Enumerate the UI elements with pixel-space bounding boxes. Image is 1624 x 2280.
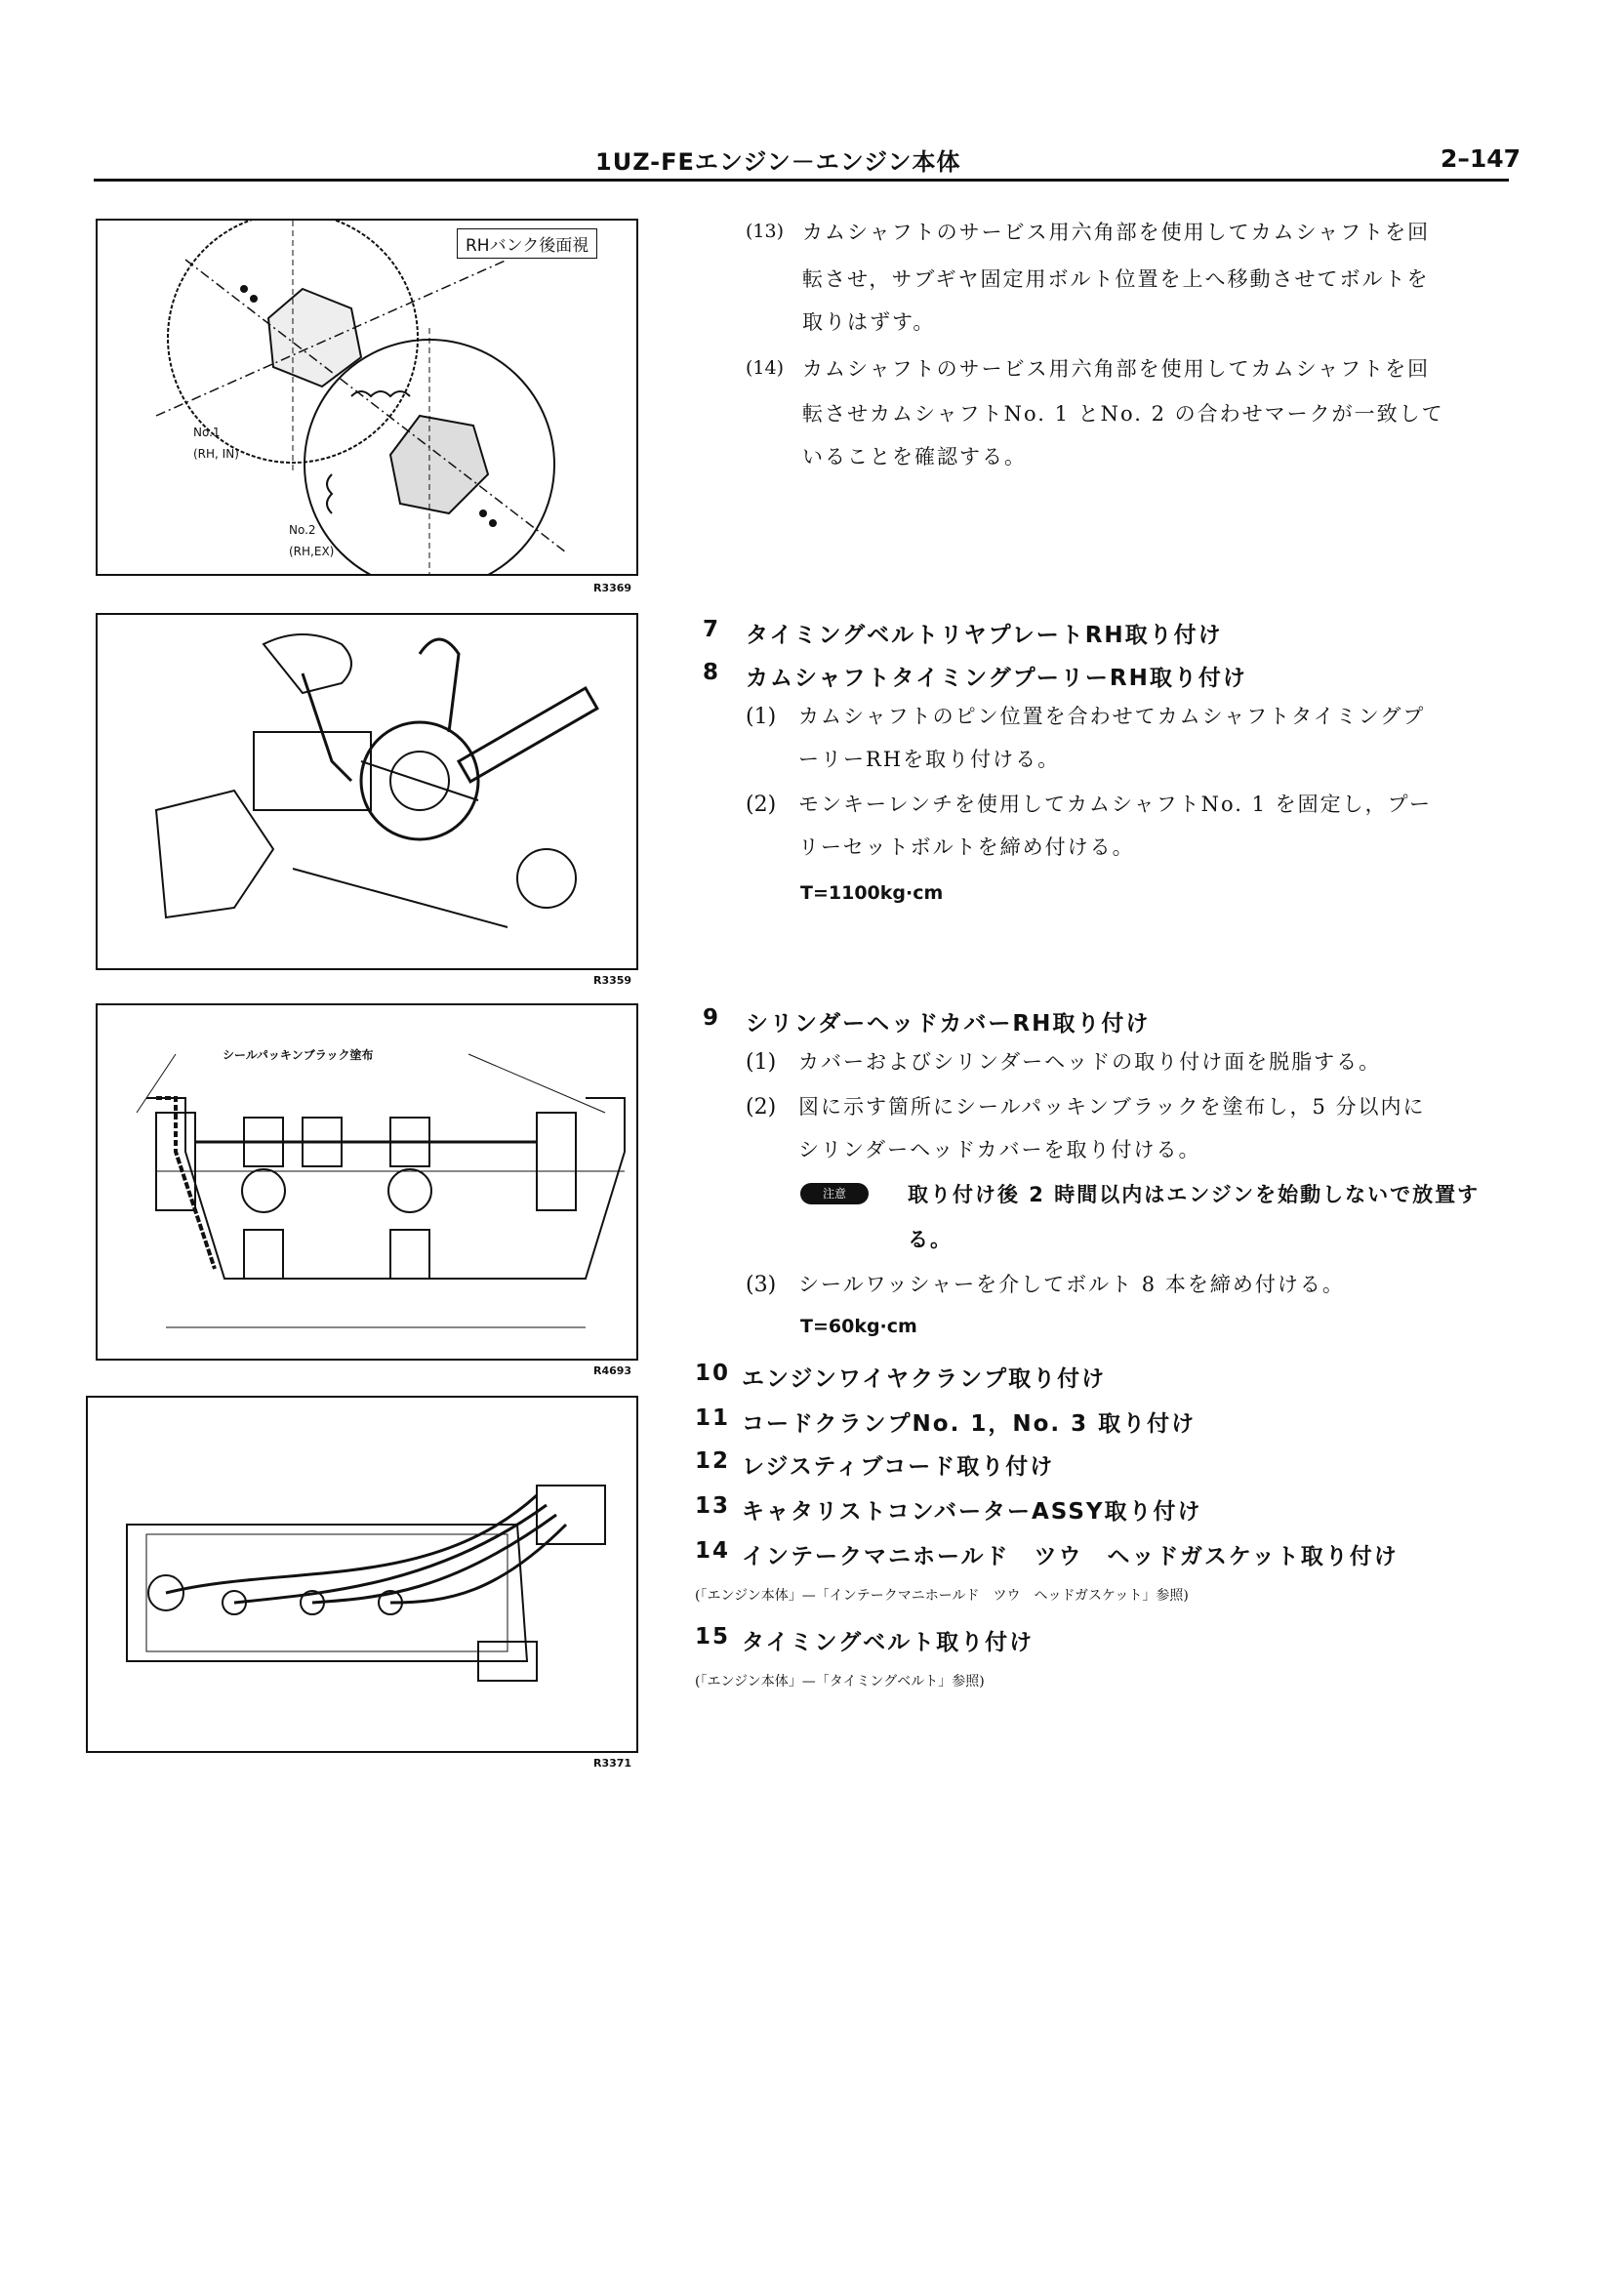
warning-badge: 注意	[800, 1183, 869, 1204]
step-13-line: 転させ，サブギヤ固定用ボルト位置を上へ移動させてボルトを	[802, 267, 1430, 291]
sec8-item1-line: カムシャフトのピン位置を合わせてカムシャフトタイミングプ	[798, 705, 1426, 728]
section-8-num: 8	[703, 660, 721, 685]
figure-pulley-install	[96, 613, 638, 970]
figure-code: R3369	[593, 582, 632, 594]
sec9-item2-line: シリンダーヘッドカバーを取り付ける。	[798, 1138, 1201, 1161]
sec9-item2-num: (2)	[746, 1095, 777, 1120]
seal-label: シールパッキンブラック塗布	[223, 1048, 374, 1062]
section-13-title: キャタリストコンバーターASSY取り付け	[742, 1499, 1202, 1525]
figure-plug-cords	[86, 1396, 638, 1753]
plug-cords-illustration	[88, 1398, 636, 1751]
label-no2: No.2	[289, 523, 316, 537]
figure-caption: RHバンク後面視	[457, 228, 597, 259]
section-11-num: 11	[695, 1405, 731, 1431]
section-14-ref: (「エンジン本体」—「インテークマニホールド ツウ ヘッドガスケット」参照)	[695, 1588, 1189, 1604]
section-15-ref: (「エンジン本体」—「タイミングベルト」参照)	[695, 1674, 985, 1690]
figure-code: R3371	[593, 1757, 632, 1770]
sec8-item2-num: (2)	[746, 793, 777, 817]
section-15-title: タイミングベルト取り付け	[742, 1630, 1035, 1655]
figure-code: R4693	[593, 1364, 632, 1377]
sec8-item1-line: ーリーRHを取り付ける。	[798, 748, 1061, 771]
section-9-title: シリンダーヘッドカバーRH取り付け	[746, 1011, 1151, 1037]
figure-camshaft-gears	[96, 219, 638, 576]
sec8-item2-line: モンキーレンチを使用してカムシャフトNo. 1 を固定し，プー	[798, 793, 1433, 816]
section-7-num: 7	[703, 617, 721, 642]
section-11-title: コードクランプNo. 1，No. 3 取り付け	[742, 1411, 1197, 1437]
sec8-torque: T=1100kg·cm	[800, 882, 944, 904]
warning-line: 取り付け後 2 時間以内はエンジンを始動しないで放置す	[908, 1183, 1481, 1206]
sec9-item3-line: シールワッシャーを介してボルト 8 本を締め付ける。	[798, 1273, 1345, 1296]
section-8-title: カムシャフトタイミングプーリーRH取り付け	[746, 666, 1247, 691]
section-14-title: インテークマニホールド ツウ ヘッドガスケット取り付け	[742, 1544, 1399, 1569]
section-7-title: タイミングベルトリヤプレートRH取り付け	[746, 623, 1223, 648]
label-no1: No.1	[193, 426, 221, 439]
section-10-title: エンジンワイヤクランプ取り付け	[742, 1366, 1107, 1392]
sec9-torque: T=60kg·cm	[800, 1316, 917, 1337]
header-rule	[94, 179, 1509, 182]
page-number: 2–147	[1441, 144, 1522, 173]
section-14-num: 14	[695, 1538, 731, 1564]
section-13-num: 13	[695, 1493, 731, 1519]
section-15-num: 15	[695, 1624, 731, 1649]
step-13-line: 取りはずす。	[802, 310, 936, 334]
pulley-install-illustration	[98, 615, 636, 968]
page-title: 1UZ-FEエンジン－エンジン本体	[595, 148, 961, 176]
sec8-item2-line: リーセットボルトを締め付ける。	[798, 835, 1135, 859]
camshaft-gears-illustration	[98, 221, 636, 574]
label-rh-ex: (RH,EX)	[289, 545, 335, 558]
section-12-num: 12	[695, 1448, 731, 1474]
section-10-num: 10	[695, 1361, 731, 1386]
warning-line: る。	[908, 1228, 953, 1251]
sec8-item1-num: (1)	[746, 705, 777, 729]
step-13-num: (13)	[746, 221, 785, 242]
step-13-line: カムシャフトのサービス用六角部を使用してカムシャフトを回	[802, 221, 1431, 244]
step-14-num: (14)	[746, 357, 785, 379]
section-12-title: レジスティブコード取り付け	[742, 1454, 1055, 1480]
sec9-item1-num: (1)	[746, 1050, 777, 1075]
sec9-item2-line: 図に示す箇所にシールパッキンブラックを塗布し，5 分以内に	[798, 1095, 1426, 1119]
label-rh-in: (RH, IN)	[193, 447, 239, 461]
figure-code: R3359	[593, 974, 632, 987]
step-14-line: 転させカムシャフトNo. 1 とNo. 2 の合わせマークが一致して	[802, 402, 1444, 426]
step-14-line: いることを確認する。	[802, 445, 1027, 468]
sec9-item1-line: カバーおよびシリンダーヘッドの取り付け面を脱脂する。	[798, 1050, 1382, 1074]
step-14-line: カムシャフトのサービス用六角部を使用してカムシャフトを回	[802, 357, 1431, 381]
sec9-item3-num: (3)	[746, 1273, 777, 1297]
section-9-num: 9	[703, 1005, 721, 1031]
figure-seal-packing	[96, 1003, 638, 1361]
